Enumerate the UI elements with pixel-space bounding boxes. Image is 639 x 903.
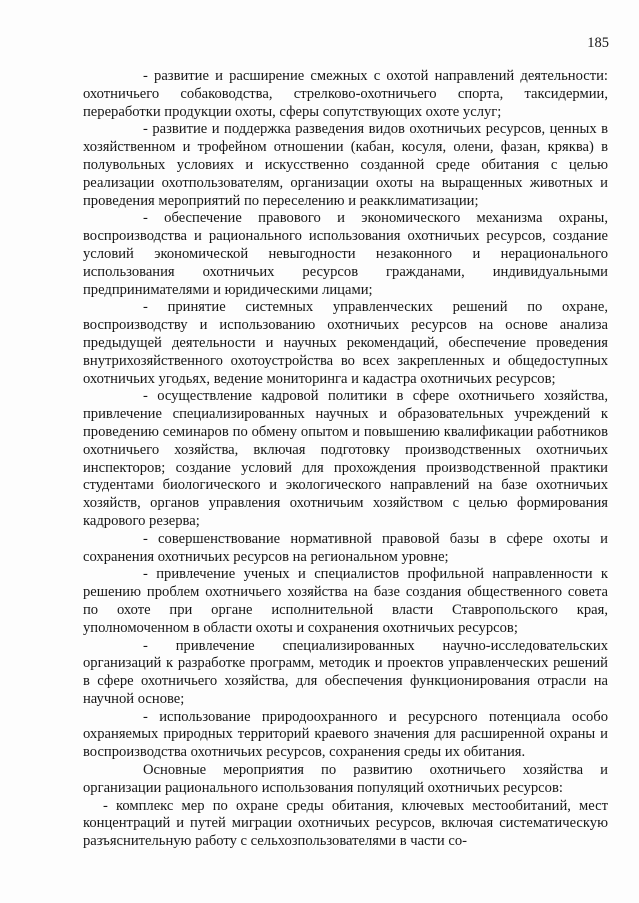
paragraph: - развитие и расширение смежных с охотой направлений деятельности: охотничьего собаководства, стрелково-охотничьего спорта, таксидермии, переработки продукции охоты, сферы сопутствующих охоте услуг;: [83, 68, 608, 120]
paragraph: Основные мероприятия по развитию охотничьего хозяйства и организации рационального использования популяций охотничьих ресурсов:: [83, 762, 608, 796]
paragraph: - принятие системных управленческих решений по охране, воспроизводству и использованию охотничьих ресурсов на основе анализа предыдущей деятельности и научных рекомендаций, обеспечение проведения внутрихозяйственного охотоустройства во всех закрепленных и общедоступных охотничьих угодьях, ведение мониторинга и кадастра охотничьих ресурсов;: [83, 299, 608, 387]
paragraph: - использование природоохранного и ресурсного потенциала особо охраняемых природных территорий краевого значения для расширенной охраны и воспроизводства охотничьих ресурсов, сохранения среды их обитания.: [83, 708, 608, 761]
paragraph: - совершенствование нормативной правовой базы в сфере охоты и сохранения охотничьих ресурсов на региональном уровне;: [83, 530, 608, 565]
paragraph: - развитие и поддержка разведения видов охотничьих ресурсов, ценных в хозяйственном и трофейном отношении (кабан, косуля, олени, фазан, кряква) в полувольных условиях и искусственно созданной среде обитания с целью реализации охотпользователям, организации охоты на выращенных животных и проведения мероприятий по переселению и реакклиматизации;: [83, 121, 608, 209]
paragraph: - обеспечение правового и экономического механизма охраны, воспроизводства и рационального использования охотничьих ресурсов, создание условий экономической невыгодности незаконного и нерационального использования охотничьих ресурсов гражданами, индивидуальными предпринимателями и юридическими лицами;: [83, 210, 608, 298]
page-number: 185: [587, 35, 609, 51]
paragraph: - привлечение специализированных научно-исследовательских организаций к разработке программ, методик и проектов управленческих решений в сфере охотничьего хозяйства, для обеспечения функционирования отрасли на научной основе;: [83, 637, 608, 707]
paragraph: - привлечение ученых и специалистов профильной направленности к решению проблем охотничьего хозяйства на базе создания общественного совета по охоте при органе исполнительной власти Ставропольского края, уполномоченном в области охоты и сохранения охотничьих ресурсов;: [83, 566, 608, 636]
paragraph: - осуществление кадровой политики в сфере охотничьего хозяйства, привлечение специализированных научных и образовательных учреждений к проведению семинаров по обмену опытом и повышению квалификации работников охотничьего хозяйства, включая подготовку производственных охотничьих инспекторов; создание условий для прохождения производственной практики студентами биологического и экологического направлений на базе охотничьих хозяйств, органов управления охотничьим хозяйством с целью формирования кадрового резерва;: [83, 388, 608, 529]
paragraph: - комплекс мер по охране среды обитания, ключевых местообитаний, мест концентраций и путей миграции охотничьих ресурсов, включая систематическую разъяснительную работу с сельхозпользователями в части со-: [83, 797, 608, 850]
document-body: [83, 68, 608, 851]
